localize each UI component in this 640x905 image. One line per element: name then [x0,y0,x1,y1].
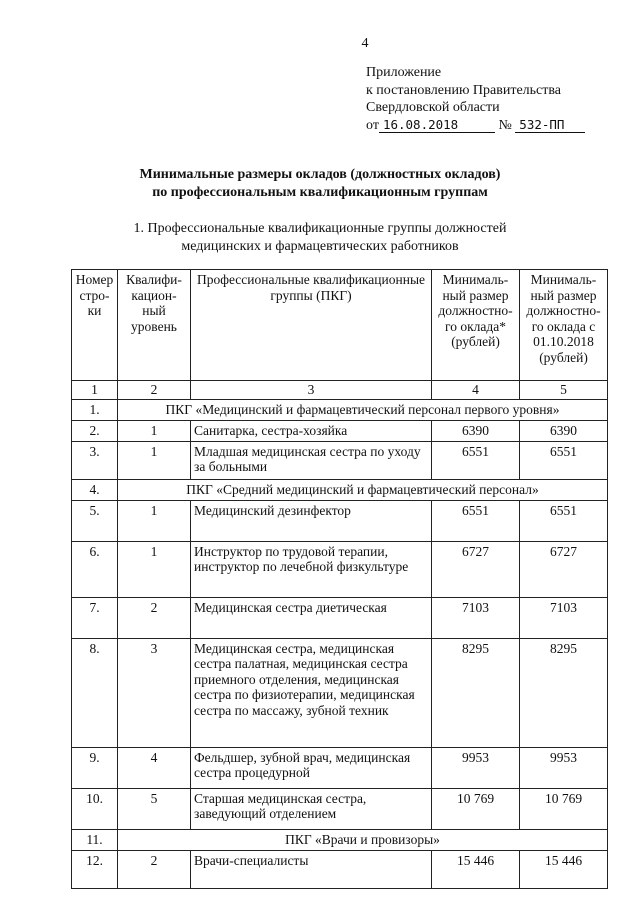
table-row [72,500,608,541]
row-number: 3. [72,441,118,479]
table-header-row [72,270,608,381]
appendix-block [366,64,585,134]
group-title: ПКГ «Врачи и провизоры» [118,829,608,850]
qual-level: 1 [118,441,191,479]
table-row [72,638,608,747]
min-salary-new: 9953 [520,747,608,788]
min-salary-new: 10 769 [520,788,608,829]
row-number: 6. [72,541,118,597]
row-number: 1. [72,399,118,420]
qual-level: 2 [118,597,191,638]
qual-level: 1 [118,541,191,597]
row-number: 2. [72,420,118,441]
group-title: ПКГ «Медицинский и фармацевтический персонал первого уровня» [118,399,608,420]
date-prefix: от [366,117,379,133]
row-number: 7. [72,597,118,638]
qual-level: 2 [118,850,191,888]
appendix-signature-line [366,117,585,135]
position-name: Фельдшер, зубной врач, медицинская сестра процедурной [191,747,432,788]
table-row [72,747,608,788]
position-name: Врачи-специалисты [191,850,432,888]
min-salary: 15 446 [432,850,520,888]
table-row [72,597,608,638]
section-title-line-2: медицинских и фармацевтических работников [181,239,459,254]
header-min-salary-new: Минималь-ный размер должностно-го оклада с 01.10.2018 (рублей) [520,270,608,381]
title-line-2: по профессиональным квалификационным группам [152,185,488,200]
row-number: 8. [72,638,118,747]
column-number: 4 [432,381,520,400]
min-salary-new: 15 446 [520,850,608,888]
position-name: Инструктор по трудовой терапии, инструктор по лечебной физкультуре [191,541,432,597]
row-number: 9. [72,747,118,788]
min-salary-new: 6551 [520,441,608,479]
column-number: 5 [520,381,608,400]
min-salary: 7103 [432,597,520,638]
column-number: 2 [118,381,191,400]
section-title-line-1: 1. Профессиональные квалификационные группы должностей [133,221,507,236]
min-salary: 6390 [432,420,520,441]
row-number: 11. [72,829,118,850]
row-number: 4. [72,479,118,500]
column-number: 1 [72,381,118,400]
min-salary: 9953 [432,747,520,788]
min-salary-new: 6390 [520,420,608,441]
table-row [72,541,608,597]
table-row [72,788,608,829]
min-salary-new: 7103 [520,597,608,638]
table-row [72,850,608,888]
position-name: Санитарка, сестра-хозяйка [191,420,432,441]
salary-table [71,269,608,889]
header-min-salary: Минималь-ный размер должностно-го оклада* (рублей) [432,270,520,381]
table-row [72,420,608,441]
date-field: 16.08.2018 [379,118,495,133]
min-salary: 6551 [432,500,520,541]
header-qual-level: Квалифи-кацион-ный уровень [118,270,191,381]
min-salary-new: 8295 [520,638,608,747]
row-number: 5. [72,500,118,541]
min-salary: 6727 [432,541,520,597]
qual-level: 1 [118,420,191,441]
min-salary-new: 6551 [520,500,608,541]
row-number: 12. [72,850,118,888]
position-name: Медицинский дезинфектор [191,500,432,541]
position-name: Старшая медицинская сестра, заведующий отделением [191,788,432,829]
min-salary: 6551 [432,441,520,479]
table-group-row [72,479,608,500]
min-salary-new: 6727 [520,541,608,597]
qual-level: 1 [118,500,191,541]
number-field: 532-ПП [515,118,585,133]
appendix-line-2: к постановлению Правительства [366,82,562,98]
table-row [72,441,608,479]
position-name: Медицинская сестра диетическая [191,597,432,638]
section-title [0,220,640,256]
qual-level: 3 [118,638,191,747]
column-number-row [72,381,608,400]
title-line-1: Минимальные размеры окладов (должностных окладов) [139,167,501,182]
position-name: Младшая медицинская сестра по уходу за больными [191,441,432,479]
min-salary: 10 769 [432,788,520,829]
page-number: 4 [361,36,369,51]
group-title: ПКГ «Средний медицинский и фармацевтический персонал» [118,479,608,500]
table-group-row [72,399,608,420]
document-title [0,166,640,202]
appendix-line-3: Свердловской области [366,100,500,115]
qual-level: 5 [118,788,191,829]
number-prefix: № [498,117,512,133]
column-number: 3 [191,381,432,400]
header-row-number: Номер стро-ки [72,270,118,381]
table-group-row [72,829,608,850]
appendix-line-1: Приложение [366,65,442,80]
header-pkg: Профессиональные квалификационные группы (ПКГ) [191,270,432,381]
row-number: 10. [72,788,118,829]
qual-level: 4 [118,747,191,788]
min-salary: 8295 [432,638,520,747]
position-name: Медицинская сестра, медицинская сестра палатная, медицинская сестра приемного отделения, медицинская сестра по физиотерапии, медицинская сестра по массажу, зубной техник [191,638,432,747]
